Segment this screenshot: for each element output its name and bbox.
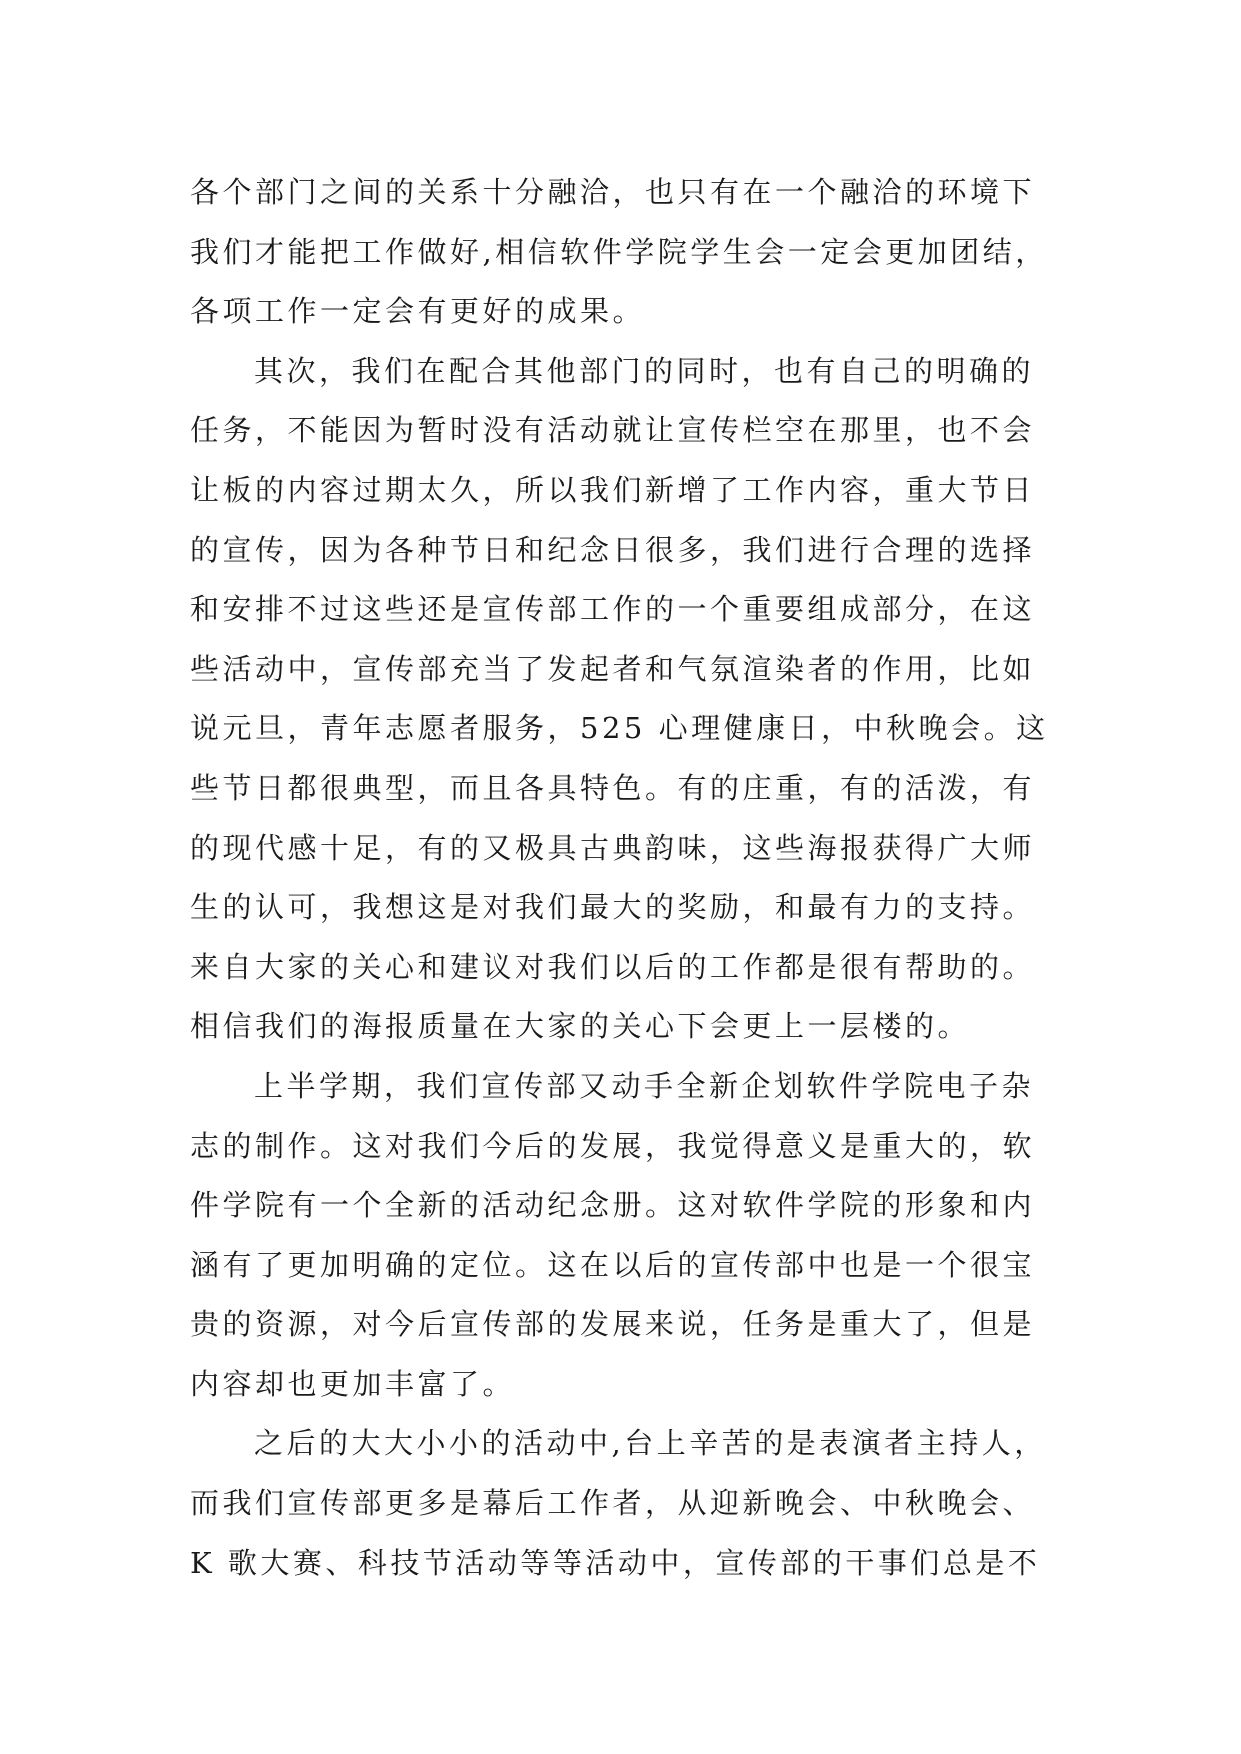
body-text: [190, 163, 1090, 1593]
text-line: 些活动中，宣传部充当了发起者和气氛渲染者的作用，比如: [190, 651, 1036, 686]
text-line: K 歌大赛、科技节活动等等活动中，宣传部的干事们总是不: [190, 1545, 1041, 1580]
text-line: 生的认可，我想这是对我们最大的奖励，和最有力的支持。: [190, 890, 1036, 925]
text-line: 涵有了更加明确的定位。这在以后的宣传部中也是一个很宝: [190, 1247, 1036, 1282]
text-line: 让板的内容过期太久，所以我们新增了工作内容，重大节日: [190, 472, 1036, 507]
text-line: 些节日都很典型，而且各具特色。有的庄重，有的活泼，有: [190, 770, 1036, 805]
text-line: 件学院有一个全新的活动纪念册。这对软件学院的形象和内: [190, 1188, 1036, 1223]
text-line: 的现代感十足，有的又极具古典韵味，这些海报获得广大师: [190, 830, 1036, 865]
text-line: 说元旦，青年志愿者服务，525 心理健康日，中秋晚会。这: [190, 711, 1049, 746]
text-line: 各个部门之间的关系十分融洽，也只有在一个融洽的环境下: [190, 175, 1036, 209]
text-line: 任务，不能因为暂时没有活动就让宣传栏空在那里，也不会: [190, 413, 1036, 448]
paragraph-first-line: 其次，我们在配合其他部门的同时，也有自己的明确的: [254, 353, 1035, 388]
text-line: 我们才能把工作做好,相信软件学院学生会一定会更加团结，: [190, 234, 1048, 269]
text-line: 而我们宣传部更多是幕后工作者，从迎新晚会、中秋晚会、: [190, 1486, 1036, 1521]
text-line: 志的制作。这对我们今后的发展，我觉得意义是重大的，软: [190, 1128, 1036, 1163]
text-line: 和安排不过这些还是宣传部工作的一个重要组成部分，在这: [190, 592, 1036, 627]
text-line: 贵的资源，对今后宣传部的发展来说，任务是重大了，但是: [190, 1307, 1036, 1342]
text-line: 来自大家的关心和建议对我们以后的工作都是很有帮助的。: [190, 949, 1036, 984]
paragraph-first-line: 上半学期，我们宣传部又动手全新企划软件学院电子杂: [254, 1068, 1035, 1103]
text-line: 的宣传，因为各种节日和纪念日很多，我们进行合理的选择: [190, 532, 1036, 567]
paragraph-first-line: 之后的大大小小的活动中,台上辛苦的是表演者主持人，: [254, 1426, 1047, 1461]
text-line: 内容却也更加丰富了。: [190, 1366, 516, 1401]
text-line: 各项工作一定会有更好的成果。: [190, 294, 646, 329]
text-line: 相信我们的海报质量在大家的关心下会更上一层楼的。: [190, 1009, 971, 1044]
